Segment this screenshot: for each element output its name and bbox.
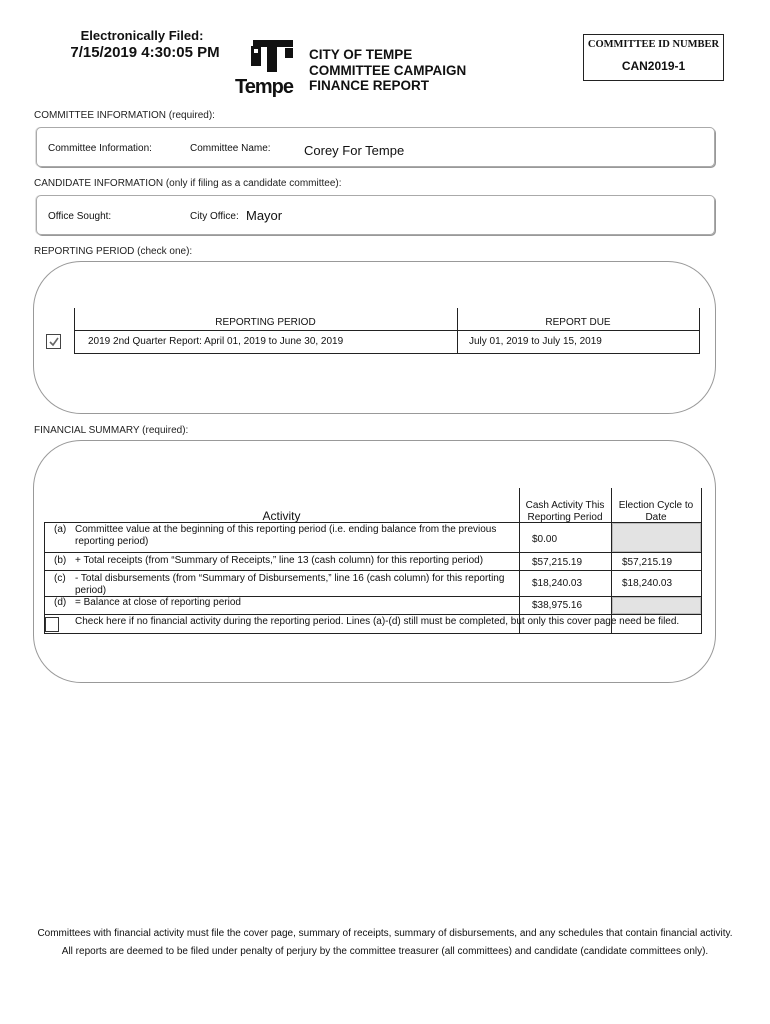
row-c-cash: $18,240.03	[532, 578, 583, 589]
footer-line-2: All reports are deemed to be filed under penalty of perjury by the committee treasurer (all committees) and candidate (candidate committees only).	[61, 946, 709, 957]
col-report-due: REPORT DUE	[545, 317, 611, 328]
col-cash-activity	[519, 500, 611, 524]
row-a-line1: Committee value at the beginning of this reporting period (i.e. ending balance from the previous	[75, 524, 497, 535]
title-line-3: FINANCE REPORT	[309, 78, 430, 93]
reporting-period-table	[74, 308, 700, 354]
title-line-2: COMMITTEE CAMPAIGN	[309, 62, 467, 78]
report-title	[309, 47, 466, 94]
row-c-letter: (c)	[54, 573, 66, 584]
col-activity: Activity	[262, 509, 301, 523]
committee-id-box	[583, 34, 724, 81]
committee-id-value: CAN2019-1	[621, 59, 686, 73]
cycle-a-shaded	[612, 523, 701, 552]
col-cash-line1: Cash Activity This	[525, 500, 605, 511]
row-a-line2: reporting period)	[75, 536, 149, 547]
row-a-description	[75, 524, 515, 548]
row-b-cash: $57,215.19	[532, 557, 583, 568]
row-d-cash: $38,975.16	[532, 600, 583, 611]
footer-line-1: Committees with financial activity must file the cover page, summary of receipts, summary of disbursements, and any schedules that contain financial activity.	[37, 928, 733, 939]
row-d-description: = Balance at close of reporting period	[75, 597, 241, 608]
candidate-info-box	[36, 195, 715, 235]
row-c-cycle: $18,240.03	[622, 578, 673, 589]
checkmark-icon	[48, 336, 60, 348]
col-cycle-line1: Election Cycle to	[618, 500, 694, 511]
candidate-info-heading: CANDIDATE INFORMATION (only if filing as a candidate committee):	[34, 178, 342, 189]
filed-datetime: 7/15/2019 4:30:05 PM	[70, 44, 220, 61]
committee-info-heading: COMMITTEE INFORMATION (required):	[34, 110, 215, 121]
col-reporting-period: REPORTING PERIOD	[215, 317, 316, 328]
logo-wordmark: Tempe	[235, 76, 293, 98]
committee-name-value[interactable]: Corey For Tempe	[304, 143, 405, 158]
committee-name-label: Committee Name:	[190, 143, 271, 154]
row-d-letter: (d)	[54, 597, 67, 608]
committee-info-box	[36, 127, 715, 167]
city-office-value[interactable]: Mayor	[246, 208, 283, 223]
city-office-label: City Office:	[190, 211, 239, 222]
committee-info-label: Committee Information:	[48, 143, 152, 154]
col-cycle-line2: Date	[645, 512, 667, 523]
financial-summary-heading: FINANCIAL SUMMARY (required):	[34, 425, 189, 436]
row-c-line2: period)	[75, 585, 107, 596]
filed-label: Electronically Filed:	[80, 28, 204, 43]
committee-id-label: COMMITTEE ID NUMBER	[587, 39, 720, 50]
reporting-period-heading: REPORTING PERIOD (check one):	[34, 246, 193, 257]
reporting-period-value: 2019 2nd Quarter Report: April 01, 2019 to June 30, 2019	[88, 336, 344, 347]
row-a-letter: (a)	[54, 524, 67, 535]
row-b-letter: (b)	[54, 555, 67, 566]
row-b-cycle: $57,215.19	[622, 557, 673, 568]
report-due-value: July 01, 2019 to July 15, 2019	[469, 336, 602, 347]
cycle-d-shaded	[612, 597, 701, 614]
no-activity-text: Check here if no financial activity during the reporting period. Lines (a)-(d) still must be completed, but only this cover page need be filed.	[75, 616, 680, 627]
row-a-cash: $0.00	[532, 534, 558, 545]
no-activity-checkbox[interactable]	[45, 617, 59, 632]
period-checkbox[interactable]	[46, 334, 61, 349]
row-c-description	[75, 573, 515, 597]
row-b-description: + Total receipts (from “Summary of Receipts,” line 13 (cash column) for this reporting period)	[75, 555, 484, 566]
office-sought-label: Office Sought:	[48, 211, 112, 222]
col-election-cycle	[611, 500, 701, 524]
col-cash-line2: Reporting Period	[527, 512, 603, 523]
title-line-1: CITY OF TEMPE	[309, 47, 413, 62]
row-c-line1: - Total disbursements (from “Summary of Disbursements,” line 16 (cash column) for this reporting	[75, 573, 505, 584]
